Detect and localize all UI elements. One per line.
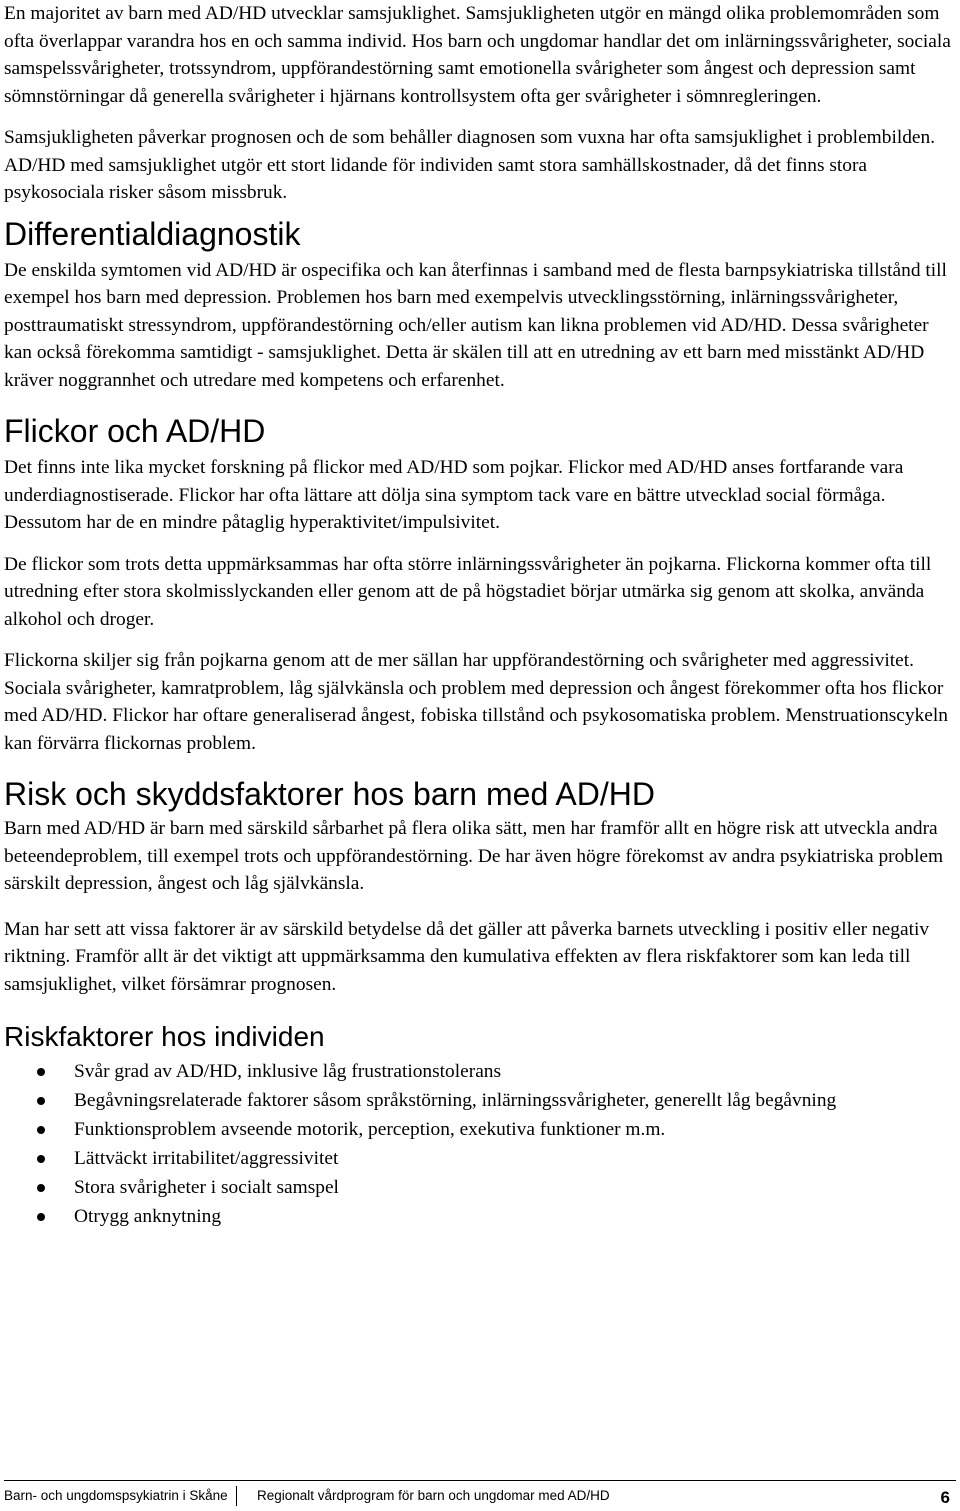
list-item-text: Funktionsproblem avseende motorik, perception, exekutiva funktioner m.m. bbox=[74, 1119, 666, 1140]
list-item-text: Lättväckt irritabilitet/aggressivitet bbox=[74, 1148, 339, 1169]
heading-riskfaktorer-individen: Riskfaktorer hos individen bbox=[4, 1021, 325, 1052]
footer-divider bbox=[4, 1480, 956, 1481]
intro-paragraph-2: Samsjukligheten påverkar prognosen och de som behåller diagnosen som vuxna har ofta samsjuklighet i problembilden. AD/HD med samsjuklighet utgör ett stort lidande för individen samt stora samhällskostnader, då det finns stora psykosociala risker såsom missbruk. bbox=[4, 127, 936, 203]
risk-paragraph-2: Man har sett att vissa faktorer är av särskild betydelse då det gäller att påverka barnets utveckling i positiv eller negativ riktning. Framför allt är det viktigt att uppmärksamma den kumulativa effekten av flera riskfaktorer som kan leda till samsjuklighet, vilket försämrar prognosen. bbox=[4, 918, 930, 995]
list-item-text: Otrygg anknytning bbox=[74, 1206, 222, 1227]
girls-paragraph-3: Flickorna skiljer sig från pojkarna genom att de mer sällan har uppförandestörning och svårigheter med aggressivitet. Sociala svårigheter, kamratproblem, låg självkänsla och problem med depression och ångest förekommer ofta hos flickor med AD/HD. Flickor har oftare generaliserad ångest, fobiska tillstånd och psykosomatiska problem. Menstruationscykeln kan förvärra flickornas problem. bbox=[4, 650, 948, 754]
heading-differentialdiagnostik: Differentialdiagnostik bbox=[4, 215, 301, 252]
intro-paragraph-1: En majoritet av barn med AD/HD utvecklar samsjuklighet. Samsjukligheten utgör en mängd olika problemområden som ofta överlappar varandra hos en och samma individ. Hos barn och ungdomar handlar det om inlärningssvårigheter, sociala samspelssvårigheter, trotssyndrom, uppförandestörning samt emotionella svårigheter som ångest och depression samt sömnstörningar då generella svårigheter i hjärnans kontrollsystem ofta ger svårigheter i sömnregleringen. bbox=[4, 3, 951, 107]
girls-paragraph-1: Det finns inte lika mycket forskning på flickor med AD/HD som pojkar. Flickor med AD/HD anses fortfarande vara underdiagnostiserade. Flickor har ofta lättare att dölja sina symptom tack vare en bättre utvecklad social förmåga. Dessutom har de en mindre påtaglig hyperaktivitet/impulsivitet. bbox=[4, 457, 904, 533]
list-item-text: Svår grad av AD/HD, inklusive låg frustrationstolerans bbox=[74, 1061, 502, 1082]
list-item bbox=[4, 1174, 956, 1202]
risk-factor-list bbox=[4, 1058, 956, 1231]
footer-document-title: Regionalt vårdprogram för barn och ungdomar med AD/HD bbox=[257, 1488, 610, 1503]
heading-flickor: Flickor och AD/HD bbox=[4, 413, 266, 449]
list-item bbox=[4, 1145, 956, 1173]
list-item bbox=[4, 1116, 956, 1144]
list-item-text: Begåvningsrelaterade faktorer såsom språkstörning, inlärningssvårigheter, generellt låg begåvning bbox=[74, 1090, 837, 1111]
bullet-icon bbox=[37, 1213, 45, 1221]
bullet-icon bbox=[37, 1068, 45, 1076]
heading-risk-skydd: Risk och skyddsfaktorer hos barn med AD/HD bbox=[4, 776, 655, 812]
page-content bbox=[4, 0, 956, 1232]
bullet-icon bbox=[37, 1097, 45, 1105]
page-number: 6 bbox=[940, 1488, 950, 1507]
list-item bbox=[4, 1087, 956, 1115]
differential-paragraph-1: De enskilda symtomen vid AD/HD är ospecifika och kan återfinnas i samband med de flesta barnpsykiatriska tillstånd till exempel hos barn med depression. Problemen hos barn med exempelvis utvecklingsstörning, inlärningssvårigheter, posttraumatiskt stressyndrom, uppförandestörning och/eller autism kan likna problemen vid AD/HD. Dessa svårigheter kan också förekomma samtidigt - samsjuklighet. Detta är skälen till att en utredning av ett barn med misstänkt AD/HD kräver noggrannhet och utredare med kompetens och erfarenhet. bbox=[4, 259, 947, 391]
bullet-icon bbox=[37, 1184, 45, 1192]
risk-paragraph-1: Barn med AD/HD är barn med särskild sårbarhet på flera olika sätt, men har framför allt en högre risk att utveckla andra beteendeproblem, till exempel trots och uppförandestörning. De har även högre förekomst av andra psykiatriska problem särskilt depression, ångest och låg självkänsla. bbox=[4, 818, 944, 894]
list-item bbox=[4, 1203, 956, 1231]
footer-organization: Barn- och ungdomspsykiatrin i Skåne bbox=[4, 1486, 237, 1506]
list-item bbox=[4, 1058, 956, 1086]
bullet-icon bbox=[37, 1126, 45, 1134]
page-footer bbox=[4, 1486, 956, 1508]
bullet-icon bbox=[37, 1155, 45, 1163]
list-item-text: Stora svårigheter i socialt samspel bbox=[74, 1177, 339, 1198]
girls-paragraph-2: De flickor som trots detta uppmärksammas har ofta större inlärningssvårigheter än pojkarna. Flickorna kommer ofta till utredning efter stora skolmisslyckanden eller genom att de på högstadiet börjar utmärka sig genom att skolka, använda alkohol och droger. bbox=[4, 553, 932, 630]
